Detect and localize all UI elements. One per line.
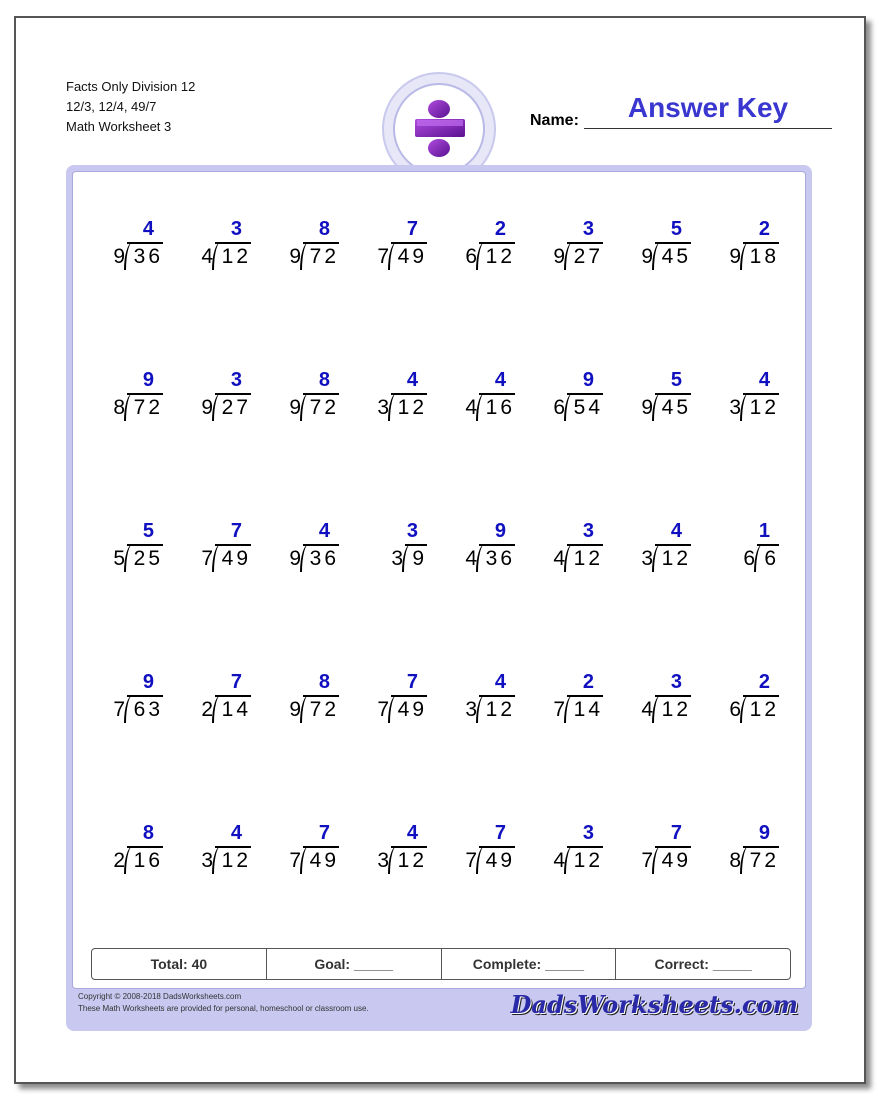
name-label: Name: (530, 112, 579, 129)
quotient: 8 (142, 822, 157, 844)
dividend: 49 (661, 849, 691, 872)
divisor: 6 (553, 396, 565, 419)
division-problem (267, 822, 339, 880)
division-problem (355, 671, 427, 729)
division-problem (707, 369, 779, 427)
division-problem (619, 671, 691, 729)
division-bracket (652, 242, 661, 270)
dividend: 49 (221, 547, 251, 570)
divisor: 7 (289, 849, 301, 872)
dividend: 72 (309, 396, 339, 419)
quotient: 8 (318, 218, 333, 240)
dividend: 63 (133, 698, 163, 721)
answer-key-text: Answer Key (627, 92, 789, 123)
division-problem (179, 671, 251, 729)
division-bracket (740, 393, 749, 421)
divisor: 7 (201, 547, 213, 570)
dividend: 72 (309, 245, 339, 268)
dividend: 16 (133, 849, 163, 872)
division-problem (179, 520, 251, 578)
divisor: 7 (553, 698, 565, 721)
worksheet-page (14, 16, 866, 1084)
division-problem (91, 520, 163, 578)
divisor: 6 (465, 245, 477, 268)
division-problem (267, 520, 339, 578)
quotient: 1 (758, 520, 773, 542)
division-bracket (212, 695, 221, 723)
problem-area (72, 171, 806, 989)
divisor: 8 (113, 396, 125, 419)
divisor: 4 (641, 698, 653, 721)
division-problem (443, 520, 515, 578)
quotient: 4 (230, 822, 245, 844)
quotient: 4 (318, 520, 333, 542)
divisor: 4 (553, 849, 565, 872)
division-bracket (652, 544, 661, 572)
divisor: 4 (553, 547, 565, 570)
division-bracket (388, 242, 397, 270)
dividend: 12 (397, 396, 427, 419)
division-bracket (476, 695, 485, 723)
quotient: 3 (582, 520, 597, 542)
dividend: 49 (309, 849, 339, 872)
quotient: 7 (230, 671, 245, 693)
divisor: 4 (465, 547, 477, 570)
divisor: 3 (391, 547, 403, 570)
division-problem (355, 369, 427, 427)
quotient: 5 (670, 369, 685, 391)
division-problem (267, 671, 339, 729)
division-problem (619, 369, 691, 427)
division-problem (355, 822, 427, 880)
divisor: 9 (289, 698, 301, 721)
division-bracket (300, 846, 309, 874)
division-problem (619, 520, 691, 578)
division-problem (531, 822, 603, 880)
divisor: 9 (641, 396, 653, 419)
quotient: 4 (670, 520, 685, 542)
division-bracket (124, 393, 133, 421)
division-problem (707, 671, 779, 729)
divisor: 9 (201, 396, 213, 419)
score-table (91, 948, 791, 980)
division-problem (707, 218, 779, 276)
dividend: 12 (573, 547, 603, 570)
dividend: 12 (749, 396, 779, 419)
dividend: 36 (485, 547, 515, 570)
divisor: 3 (377, 849, 389, 872)
division-problem (91, 369, 163, 427)
quotient: 9 (758, 822, 773, 844)
complete-cell[interactable]: Complete: _____ (442, 949, 617, 979)
dividend: 12 (661, 698, 691, 721)
division-problem (531, 369, 603, 427)
divisor: 7 (641, 849, 653, 872)
division-problem (179, 822, 251, 880)
quotient: 9 (494, 520, 509, 542)
division-bracket (300, 544, 309, 572)
division-problem (91, 671, 163, 729)
division-sign-icon (395, 85, 483, 173)
dividend: 72 (749, 849, 779, 872)
divisor: 4 (465, 396, 477, 419)
division-problem (707, 520, 779, 578)
dividend: 27 (573, 245, 603, 268)
division-bracket (388, 695, 397, 723)
division-problem (531, 218, 603, 276)
quotient: 4 (494, 671, 509, 693)
division-problem (267, 218, 339, 276)
division-bracket (212, 242, 221, 270)
division-problem (531, 671, 603, 729)
division-problem (619, 822, 691, 880)
division-bracket (740, 242, 749, 270)
division-problem (267, 369, 339, 427)
dividend: 45 (661, 396, 691, 419)
division-problem (355, 520, 427, 578)
dividend: 12 (749, 698, 779, 721)
division-bracket (212, 393, 221, 421)
dividend: 18 (749, 245, 779, 268)
dividend: 9 (412, 547, 427, 570)
dividend: 27 (221, 396, 251, 419)
quotient: 3 (230, 369, 245, 391)
division-bracket (652, 393, 661, 421)
quotient: 3 (582, 822, 597, 844)
dividend: 12 (221, 245, 251, 268)
division-problem (355, 218, 427, 276)
name-field-line[interactable] (584, 128, 832, 129)
division-bracket (740, 695, 749, 723)
divisor: 7 (113, 698, 125, 721)
dividend: 14 (573, 698, 603, 721)
divisor: 9 (113, 245, 125, 268)
divisor: 9 (553, 245, 565, 268)
dividend: 72 (309, 698, 339, 721)
division-bracket (124, 846, 133, 874)
quotient: 4 (142, 218, 157, 240)
divisor: 2 (113, 849, 125, 872)
quotient: 9 (142, 671, 157, 693)
division-bracket (476, 544, 485, 572)
copyright-text: Copyright © 2008-2018 DadsWorksheets.com (78, 992, 242, 1001)
division-bracket (564, 695, 573, 723)
division-problem (91, 218, 163, 276)
quotient: 7 (406, 671, 421, 693)
dividend: 12 (661, 547, 691, 570)
worksheet-title: Facts Only Division 12 (66, 79, 196, 94)
dividend: 49 (397, 245, 427, 268)
division-bracket (564, 544, 573, 572)
divisor: 3 (729, 396, 741, 419)
quotient: 4 (406, 369, 421, 391)
division-bracket (564, 393, 573, 421)
goal-cell[interactable]: Goal: _____ (267, 949, 442, 979)
division-problem (619, 218, 691, 276)
division-problem (443, 671, 515, 729)
quotient: 2 (758, 671, 773, 693)
dividend: 12 (485, 245, 515, 268)
divisor: 2 (201, 698, 213, 721)
quotient: 2 (758, 218, 773, 240)
division-problem (443, 218, 515, 276)
division-bracket (388, 846, 397, 874)
division-problem (531, 520, 603, 578)
division-bracket (476, 393, 485, 421)
division-bracket (652, 846, 661, 874)
quotient: 7 (670, 822, 685, 844)
dividend: 25 (133, 547, 163, 570)
usage-note: These Math Worksheets are provided for personal, homeschool or classroom use. (78, 1004, 369, 1013)
divisor: 4 (201, 245, 213, 268)
dividend: 49 (397, 698, 427, 721)
division-bracket (652, 695, 661, 723)
division-bracket (740, 846, 749, 874)
quotient: 4 (494, 369, 509, 391)
division-bracket (300, 695, 309, 723)
division-bracket (300, 242, 309, 270)
dividend: 49 (485, 849, 515, 872)
dividend: 6 (764, 547, 779, 570)
division-bracket (476, 846, 485, 874)
division-bracket (564, 242, 573, 270)
brand-logo: DadsWorksheets.com (510, 990, 798, 1019)
dividend: 12 (485, 698, 515, 721)
dividend: 12 (397, 849, 427, 872)
quotient: 9 (142, 369, 157, 391)
divisor: 3 (201, 849, 213, 872)
quotient: 7 (318, 822, 333, 844)
footer-text (78, 991, 369, 1015)
quotient: 3 (230, 218, 245, 240)
divisor: 7 (377, 698, 389, 721)
division-bracket (212, 544, 221, 572)
divisor: 3 (641, 547, 653, 570)
dividend: 54 (573, 396, 603, 419)
quotient: 4 (406, 822, 421, 844)
division-bracket (124, 544, 133, 572)
dividend: 12 (221, 849, 251, 872)
divisor: 5 (113, 547, 125, 570)
division-bracket (402, 544, 411, 572)
divisor: 9 (641, 245, 653, 268)
division-bracket (212, 846, 221, 874)
divisor: 3 (377, 396, 389, 419)
division-problem (443, 822, 515, 880)
quotient: 8 (318, 369, 333, 391)
worksheet-facts: 12/3, 12/4, 49/7 (66, 99, 157, 114)
quotient: 5 (142, 520, 157, 542)
worksheet-number: Math Worksheet 3 (66, 119, 172, 134)
division-bracket (754, 544, 763, 572)
division-bracket (476, 242, 485, 270)
dividend: 12 (573, 849, 603, 872)
divisor: 9 (289, 547, 301, 570)
divisor: 3 (465, 698, 477, 721)
quotient: 9 (582, 369, 597, 391)
division-bracket (564, 846, 573, 874)
quotient: 7 (230, 520, 245, 542)
quotient: 3 (670, 671, 685, 693)
division-problem (179, 218, 251, 276)
division-bracket (124, 242, 133, 270)
dividend: 14 (221, 698, 251, 721)
dividend: 45 (661, 245, 691, 268)
quotient: 2 (582, 671, 597, 693)
division-bracket (388, 393, 397, 421)
quotient: 3 (582, 218, 597, 240)
divisor: 9 (289, 245, 301, 268)
dividend: 16 (485, 396, 515, 419)
quotient: 7 (494, 822, 509, 844)
dividend: 72 (133, 396, 163, 419)
quotient: 3 (406, 520, 421, 542)
correct-cell[interactable]: Correct: _____ (654, 956, 752, 972)
quotient: 7 (406, 218, 421, 240)
division-problem (179, 369, 251, 427)
divisor: 9 (729, 245, 741, 268)
dividend: 36 (133, 245, 163, 268)
quotient: 8 (318, 671, 333, 693)
division-problem (91, 822, 163, 880)
divisor: 7 (377, 245, 389, 268)
divisor: 6 (743, 547, 755, 570)
divisor: 8 (729, 849, 741, 872)
problem-grid (73, 172, 807, 952)
division-bracket (124, 695, 133, 723)
quotient: 5 (670, 218, 685, 240)
division-bracket (300, 393, 309, 421)
divisor: 9 (289, 396, 301, 419)
problem-frame (66, 165, 812, 1031)
divisor: 6 (729, 698, 741, 721)
division-problem (707, 822, 779, 880)
quotient: 2 (494, 218, 509, 240)
total-cell: Total: 40 (92, 949, 267, 979)
quotient: 4 (758, 369, 773, 391)
dividend: 36 (309, 547, 339, 570)
division-problem (443, 369, 515, 427)
divisor: 7 (465, 849, 477, 872)
